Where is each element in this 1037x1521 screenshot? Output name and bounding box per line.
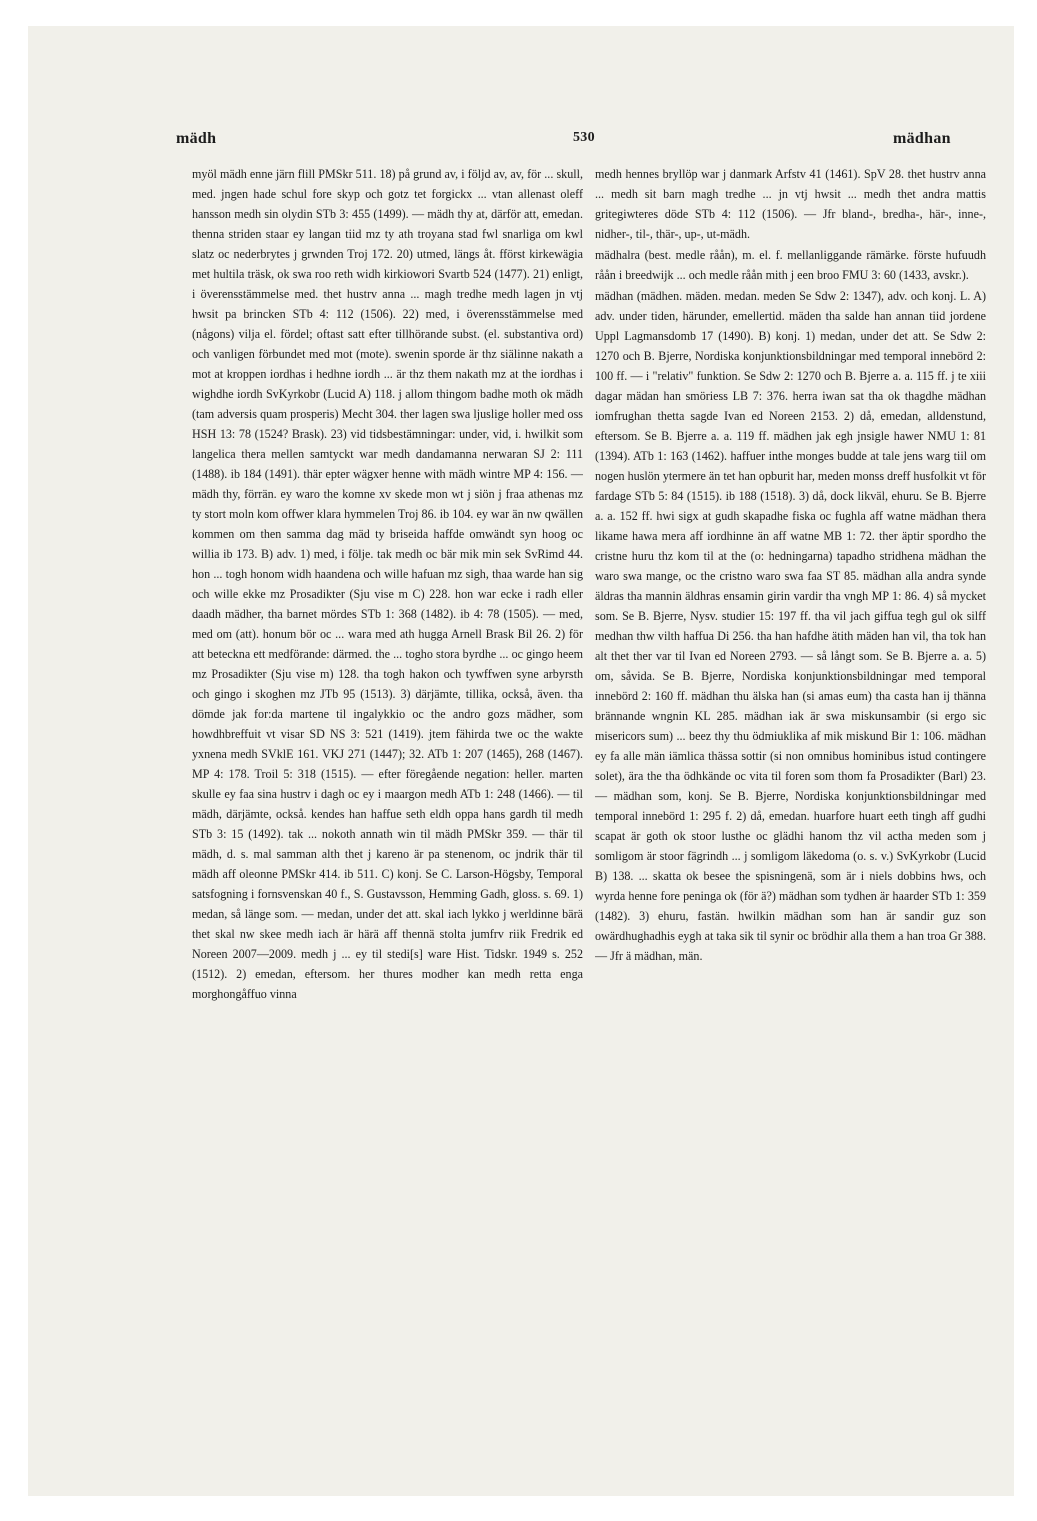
running-head-left: mädh [176, 130, 217, 147]
running-head-right: mädhan [893, 130, 951, 147]
left-column-text: myöl mädh enne järn flill PMSkr 511. 18) på grund av, i följd av, av, för ... skull, med. jngen hade schul fore skyp och gotz tet forgickx ... vtan allenast oleff hansson medh sin olydin STb 3: 455 (1499). — mädh thy at, därför att, emedan. thenna striden staar ey langan tiid mz ty ath troyana stad fwl snarliga om kwl slatz oc nederbrytes j grwnden Troj 172. 20) utmed, längs åt. fförst kirkewägia met hultila träsk, ok swa roo reth widh kirkiowori Svartb 524 (1477). 21) enligt, i överensstämmelse med. thet hustrv anna ... magh tredhe medh lagen jn vtj hwsit pa brincken STb 4: 112 (1506). 22) med, i överensstämmelse med (någons) vilja el. fördel; oftast satt efter tillhörande subst. (el. substantiva ord) och vanligen förbundet med mot (mote). swenin sporde är thz siälinne nakath a mot at kroppen iordhas i hedhne iordh ... är thz them nakath mz at the iordhas i wighdhe iordh SvKyrkobr (Lucid A) 118. j allom thingom badhe moth ok mädh (tam adversis quam prosperis) Mecht 304. ther lagen swa ljuslige holler med oss HSH 13: 78 (1524? Brask). 23) vid tidsbestämningar: under, vid, i. hwilkit som langelica thera mellen samtyckt war medh dandamanna nerwaran SJ 2: 111 (1488). ib 184 (1491). thär epter wägxer henne with mädh wintre MP 4: 156. — mädh thy, förrän. ey waro the komne xv skede mon wt j siön j fraa athenas mz ty stort moln kom offwer klara hymmelen Troj 86. ib 104. ey war än nw qwällen kommen om then samma dag mäd ty briseida haffde omwändt syn hoog oc willia ib 173. B) adv. 1) med, i följe. tak medh oc bär mik min sek SvRimd 44. hon ... togh honom widh haandena och wille hafuan mz sigh, thaa warde han sig och wille ekke mz Prosadikter (Sju vise m C) 228. hon war ecke i radh eller daadh mädher, tha barnet mördes STb 1: 368 (1482). ib 4: 78 (1505). — med, med om (att). honum bör oc ... wara med ath hugga Arnell Brask Bil 26. 2) för att beteckna ett medförande: därmed. the ... togho stora byrdhe ... oc gingo heem mz Prosadikter (Sju vise m) 128. tha togh hakon och tywffwen syne arbyrsth och gingo i skoghen mz JTb 95 (1513). 3) därjämte, tillika, också, även. tha dömde jak for:da martene til ingalykkio oc the andro gozs mädher, som howdhbreffuit vt visar SD NS 3: 521 (1419). jtem fähirda twe oc the wakte yxnena medh SVklE 161. VKJ 271 (1447); 32. ATb 1: 207 (1465), 268 (1467). MP 4: 178. Troil 5: 318 (1515). — efter föregående negation: heller. marten skulle ey faa sina hustrv i dagh oc ey i maargon medh ATb 1: 248 (1466). — til mädh, därjämte, också. kendes han haffue seth eldh oppa hans gardh til medh STb 3: 15 (1492). tak ... nokoth annath win til mädh PMSkr 359. — thär til mädh, d. s. mal samman alth thet j kareno är pa stenenom, oc jndrik thär til mädh aff oleonne PMSkr 414. ib 511. C) konj. Se C. Larson-Högsby, Temporal satsfogning i fornsvenskan 40 f., S. Gustavsson, Hemming Gadh, gloss. s. 69. 1) medan, så länge som. — medan, under det att. skal iach lykko j werldinne bärä thet skal nw skee medh iach är härä aff thennä stolta jumfrv riik Fredrik ed Noreen 2007—2009. medh j ... ey til stedi[s] ware Hist. Tidskr. 1949 s. 252 (1512). 2) emedan, eftersom. her thures modher kan medh retta enga morghongåffuo vinna [192, 167, 583, 1001]
entry-madhalra: mädhalra (best. medle råån), m. el. f. mellanliggande rämärke. förste hufuudh råån i breedwijk ... och medle råån mith j een broo FMU 3: 60 (1433, avskr.). [595, 248, 986, 282]
right-column [595, 163, 986, 1363]
entry-madhan: mädhan (mädhen. mäden. medan. meden Se Sdw 2: 1347), adv. och konj. L. A) adv. under tiden, härunder, emellertid. mäden tha salde han annan tiid jordene Uppl Lagmansdomb 17 (1490). B) konj. 1) medan, under det att. Se Sdw 2: 1270 och B. Bjerre, Nordiska konjunktionsbildningar med temporal innebörd 2: 100 ff. — i "relativ" funktion. Se Sdw 2: 1270 och B. Bjerre a. a. 115 ff. j te xiii dagar mädan han smöriess LB 7: 376. herra iwan sat tha ok thagdhe mädhan iomfrughan thetta sagde Ivan ed Noreen 2153. 2) då, emedan, alldenstund, eftersom. Se B. Bjerre a. a. 119 ff. mädhen jak egh jnsigle hawer NMU 1: 81 (1394). ATb 1: 163 (1462). haffuer inthe monges budde at tale jens warg tiil om nogen huslön ytermere än tet han opburit har, meden monss dreff husfolkit vt för fardage STb 5: 84 (1515). ib 188 (1518). 3) då, dock likväl, ehuru. Se B. Bjerre a. a. 152 ff. hwi sigx at gudh skapadhe fiska oc fughla aff watne mädhan thera likame hawa mera aff iordhinne än aff watne MB 1: 72. ther äptir spordho the cristne huru thz kom til at the (o: hedningarna) tapadho stridhena mädhan the waro swa mange, oc the cristno waro swa faa ST 85. mädhan alla andra synde äldras tha mannin äldhras ensamin girin vardir tha vngh MP 1: 86. 4) så mycket som. Se B. Bjerre, Nysv. studier 15: 197 ff. tha vil jach giffua tegh gul ok silff medhan thw vilth haffua Di 256. tha han hafdhe ätith mäden han vil, tha tok han alt thet ther var til Ivan ed Noreen 2793. — så långt som. Se B. Bjerre a. a. 5) om, såvida. Se B. Bjerre, Nordiska konjunktionsbildningar med temporal innebörd 2: 160 ff. mädhan thu älska han (si amas eum) tha casta han ij thänna brännande wngnin KL 285. mädhan iak är swa miskunsambir (si ergo sic misericors sum) ... beez thy thu ödmiuklika af mik miskund Bir 1: 106. mädhan ey fa alle män iämlica thässa sottir (si non omnibus hominibus istud contingere solet), ära the tha ödhkände oc vita til foren som thom fa Prosadikter (Barl) 23. — mädhan som, konj. Se B. Bjerre, Nordiska konjunktionsbildningar med temporal innebörd 1: 295 f. 2) då, emedan. huarfore huart eeth tingh aff gudhi scapat är goth ok stoor lusthe oc glädhi hanom thz vil actha meden som j somligom är stoor fägrindh ... j somligom läkedoma (o. s. v.) SvKyrkobr (Lucid B) 138. ... skatta ok besee the spisningenä, som är i niels dobbins hws, och wyrda henne fore peninga ok (för ä?) mädhan som tydhen är haarder STb 1: 359 (1482). 3) ehuru, fastän. hwilkin mädhan som han är sandir guz son owärdhughadhis eygh at taka sik til synir oc brödhir alla them a han troa Gr 388. — Jfr ä mädhan, män. [595, 289, 986, 963]
page-number: 530 [573, 130, 595, 145]
entry-madh-continued: medh hennes bryllöp war j danmark Arfstv 41 (1461). SpV 28. thet hustrv anna ... medh sit barn magh tredhe ... jn vtj hwsit ... medh thet andra mattis gritegiwteres döde STb 4: 112 (1506). — Jfr bland-, bredha-, här-, inne-, nidher-, til-, thär-, up-, ut-mädh. [595, 167, 986, 241]
left-column [192, 163, 583, 1363]
